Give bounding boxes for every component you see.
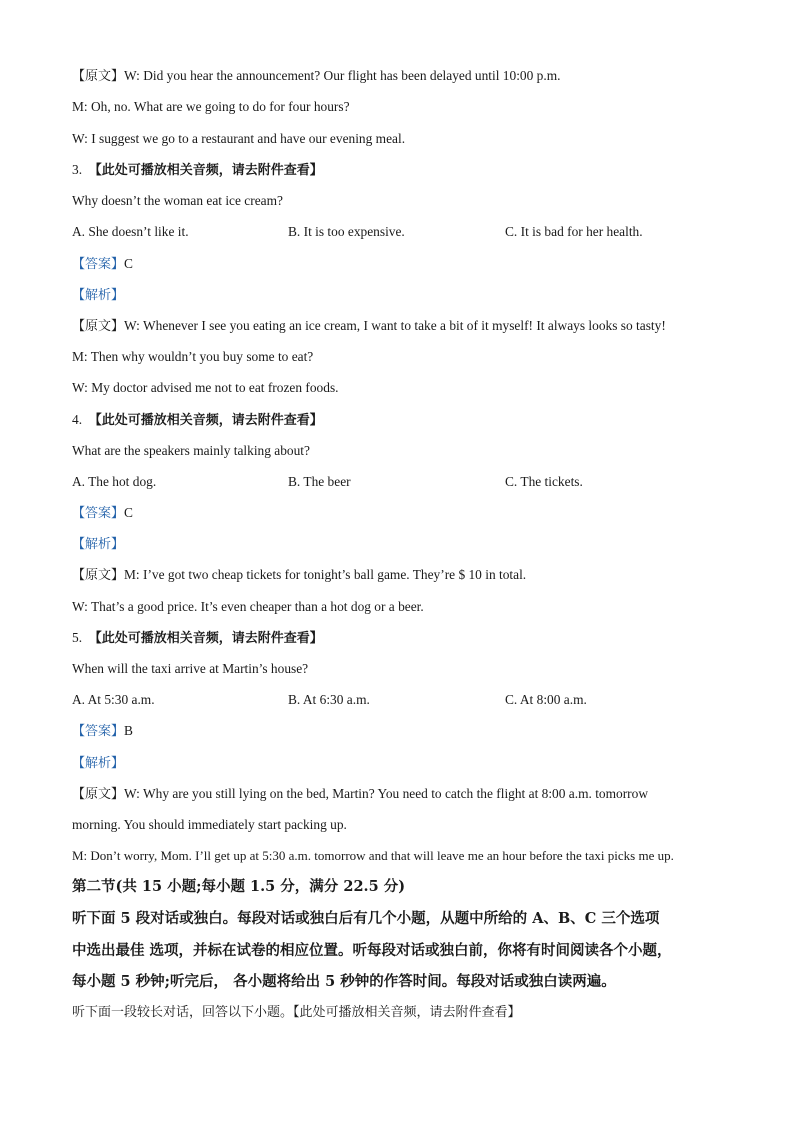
question-header — [72, 629, 323, 648]
analysis-line — [72, 286, 124, 305]
transcript-line: M: Oh, no. What are we going to do for four hours? — [72, 99, 350, 114]
transcript-line: W: I suggest we go to a restaurant and have our evening meal. — [72, 131, 406, 146]
analysis-tag: 【解析】 — [72, 288, 125, 303]
answer-line — [72, 722, 133, 741]
transcript-line — [72, 67, 560, 86]
transcript-text: W: Did you hear the announcement? Our flight has been delayed until 10:00 p.m. — [124, 68, 561, 83]
analysis-line — [72, 535, 124, 554]
transcript-line: W: My doctor advised me not to eat frozen foods. — [72, 380, 339, 395]
transcript-tag: 【原文】 — [72, 69, 125, 84]
section-instruction: 每小题 5 秒钟;听完后， 各小题将给出 5 秒钟的作答时间。每段对话或独白读两遍。 — [72, 973, 616, 990]
answer-line — [72, 504, 133, 523]
transcript-text: W: Why are you still lying on the bed, Martin? You need to catch the flight at 8:00 a.m. tomorrow — [124, 786, 649, 801]
answer-value: B — [124, 723, 133, 738]
section-instruction: 中选出最佳 选项，并标在试卷的相应位置。听每段对话或独白前，你将有时间阅读各个小题， — [72, 942, 672, 959]
transcript-line: M: Don’t worry, Mom. I’ll get up at 5:30 a.m. tomorrow and that will leave me an hour before the taxi picks me up. — [72, 848, 674, 863]
audio-note[interactable]: 【此处可播放相关音频，请去附件查看】 — [88, 413, 323, 428]
option-c: C. At 8:00 a.m. — [505, 692, 587, 707]
transcript-line: morning. You should immediately start packing up. — [72, 817, 347, 832]
transcript-tag: 【原文】 — [72, 568, 125, 583]
lead-line: 听下面一段较长对话，回答以下小题。【此处可播放相关音频，请去附件查看】 — [72, 1005, 521, 1020]
audio-note[interactable]: 【此处可播放相关音频，请去附件查看】 — [88, 631, 323, 646]
option-c: C. It is bad for her health. — [505, 224, 643, 239]
question-number: 4. — [72, 412, 83, 427]
transcript-text: W: Whenever I see you eating an ice cream, I want to take a bit of it myself! It always looks so tasty! — [124, 318, 666, 333]
answer-value: C — [124, 505, 133, 520]
option-b: B. It is too expensive. — [288, 224, 405, 239]
transcript-tag: 【原文】 — [72, 319, 125, 334]
answer-value: C — [124, 256, 133, 271]
option-b: B. At 6:30 a.m. — [288, 692, 370, 707]
option-a: A. She doesn’t like it. — [72, 224, 189, 239]
option-a: A. The hot dog. — [72, 474, 157, 489]
answer-line — [72, 255, 133, 274]
audio-note[interactable]: 【此处可播放相关音频，请去附件查看】 — [88, 163, 323, 178]
question-number: 3. — [72, 162, 83, 177]
answer-tag: 【答案】 — [72, 724, 125, 739]
option-a: A. At 5:30 a.m. — [72, 692, 155, 707]
transcript-line — [72, 785, 648, 804]
transcript-line — [72, 566, 526, 585]
analysis-tag: 【解析】 — [72, 537, 125, 552]
question-text: When will the taxi arrive at Martin’s house? — [72, 661, 309, 676]
section-title: 第二节(共 15 小题;每小题 1.5 分，满分 22.5 分) — [72, 878, 406, 895]
option-b: B. The beer — [288, 474, 351, 489]
transcript-tag: 【原文】 — [72, 787, 125, 802]
option-c: C. The tickets. — [505, 474, 583, 489]
question-text: Why doesn’t the woman eat ice cream? — [72, 193, 283, 208]
transcript-text: M: I’ve got two cheap tickets for tonight’s ball game. They’re $ 10 in total. — [124, 567, 527, 582]
answer-tag: 【答案】 — [72, 257, 125, 272]
question-header — [72, 411, 323, 430]
question-number: 5. — [72, 630, 83, 645]
question-header — [72, 161, 323, 180]
analysis-line — [72, 754, 124, 773]
transcript-line: W: That’s a good price. It’s even cheaper than a hot dog or a beer. — [72, 599, 424, 614]
analysis-tag: 【解析】 — [72, 756, 125, 771]
section-instruction: 听下面 5 段对话或独白。每段对话或独白后有几个小题，从题中所给的 A、B、C 三个选项 — [72, 910, 660, 927]
answer-tag: 【答案】 — [72, 506, 125, 521]
transcript-line — [72, 317, 666, 336]
question-text: What are the speakers mainly talking about? — [72, 443, 310, 458]
transcript-line: M: Then why wouldn’t you buy some to eat? — [72, 349, 314, 364]
